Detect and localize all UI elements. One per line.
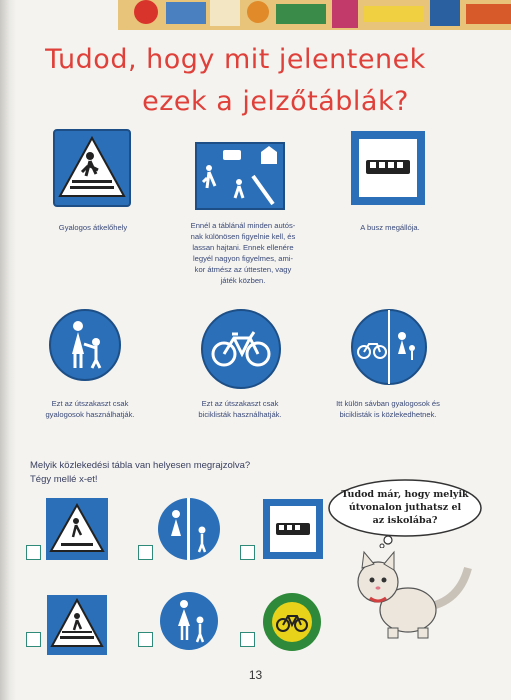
page-title-line2: ezek a jelzőtáblák?: [142, 86, 409, 117]
question-line2: Tégy mellé x-et!: [30, 474, 98, 485]
exercise-crosswalk-sign-2-icon: [46, 594, 108, 656]
page-title-line1: Tudod, hogy mit jelentenek: [45, 44, 426, 75]
pedestrian-only-sign-icon: [48, 308, 122, 382]
cyclist-only-sign-icon: [200, 308, 282, 390]
answer-checkbox-5[interactable]: [138, 632, 153, 647]
exercise-pedestrian-sign-icon: [156, 496, 222, 562]
answer-checkbox-3[interactable]: [240, 545, 255, 560]
exercise-crosswalk-sign-icon: [45, 497, 109, 561]
answer-checkbox-6[interactable]: [240, 632, 255, 647]
question-line1: Melyik közlekedési tábla van helyesen megrajzolva?: [30, 460, 251, 471]
page-spine-shadow: [0, 0, 16, 700]
speech-bubble-text: Tudod már, hogy melyik útvonalon juthatsz el az iskolába?: [341, 489, 469, 526]
answer-checkbox-1[interactable]: [26, 545, 41, 560]
exercise-pedestrian-sign-2-icon: [158, 590, 220, 652]
caption-crosswalk: Gyalogos átkelőhely: [58, 223, 128, 232]
cat-illustration-icon: [348, 548, 478, 640]
exercise-cyclist-sign-icon: [262, 592, 322, 652]
caption-pedestrian: Ezt az útszakaszt csak gyalogosok használhatják.: [45, 399, 135, 419]
page-number: 13: [248, 668, 263, 682]
caption-shared: Itt külön sávban gyalogosok és biciklisták is közlekedhetnek.: [336, 399, 440, 419]
caption-cyclist: Ezt az útszakaszt csak biciklisták használhatják.: [198, 399, 282, 419]
answer-checkbox-4[interactable]: [26, 632, 41, 647]
exercise-bus-sign-icon: [262, 498, 324, 560]
school-supplies-banner: [118, 0, 511, 30]
crosswalk-sign-icon: [52, 128, 132, 208]
answer-checkbox-2[interactable]: [138, 545, 153, 560]
bus-stop-sign-icon: [350, 130, 426, 206]
caption-bus: A busz megállója.: [360, 223, 420, 232]
residential-area-sign-icon: [195, 142, 285, 210]
shared-path-sign-icon: [350, 308, 428, 386]
caption-residential: Ennél a táblánál minden autós- nak különösen figyelnie kell, és lassan hajtani. Ennek ellenére legyél nagyon figyelmes, ami- kor átmész az úttesten, vagy játék közben.: [190, 221, 296, 285]
